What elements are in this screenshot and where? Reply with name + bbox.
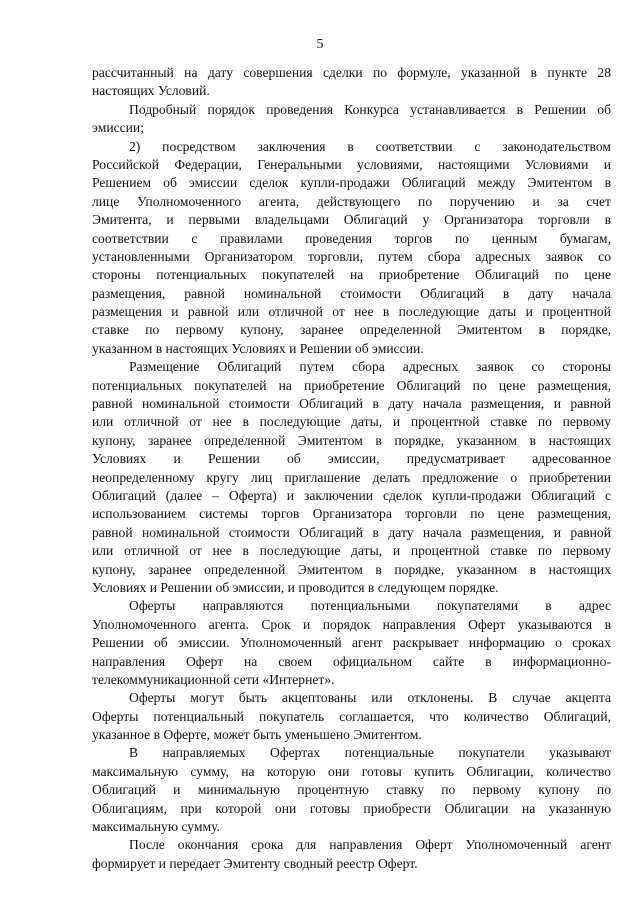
paragraph [92,358,611,597]
page-number: 5 [316,37,324,52]
text-line: размещения и равной или отличной от нее в последующие даты и процентной [92,304,611,320]
text-line: равной номинальной стоимости Облигаций в дату начала размещения, и равной [92,396,611,412]
text-line: указанном в настоящих Условиях и Решении об эмиссии. [92,340,424,356]
document-body [92,64,611,873]
paragraph [92,597,611,689]
text-line: купону, заранее определенной Эмитентом в порядке, указанном в настоящих [92,432,611,448]
text-line: формирует и передает Эмитенту сводный реестр Оферт. [92,855,418,871]
text-line: Подробный порядок проведения Конкурса устанавливается в Решении об [129,101,611,117]
text-line: максимальную сумму, на которую они готовы купить Облигации, количество [92,763,611,779]
text-line: использованием системы торгов Организатора торговли по цене размещения, [92,506,611,522]
text-line: Размещение Облигаций путем сбора адресных заявок со стороны [129,359,611,375]
text-line: Российской Федерации, Генеральными условиями, настоящими Условиями и [92,156,611,172]
text-line: равной номинальной стоимости Облигаций в дату начала размещения, и равной [92,524,611,540]
text-line: 2) посредством заключения в соответствии с законодательством [129,138,611,154]
text-line: Облигаций и минимальную процентную ставку по первому купону по [92,782,611,798]
text-line: купону, заранее определенной Эмитентом в порядке, указанном в настоящих [92,561,611,577]
text-line: Решении об эмиссии. Уполномоченный агент раскрывает информацию о сроках [92,635,611,651]
text-line: настоящих Условий. [92,83,210,99]
text-line: Условиях и Решении об эмиссии, предусматривает адресованное [92,451,611,467]
text-line: эмиссии; [92,120,144,136]
text-line: указанное в Оферте, может быть уменьшено Эмитентом. [92,727,422,743]
text-line: телекоммуникационной сети «Интернет». [92,671,335,687]
text-line: направления Оферт на своем официальном сайте в информационно- [92,653,611,669]
text-line: Эмитента, и первыми владельцами Облигаций у Организатора торговли в [92,212,611,228]
text-line: Облигациям, при которой они готовы приобрести Облигации на указанную [92,800,611,816]
text-line: или отличной от нее в последующие даты, и процентной ставке по первому [92,543,611,559]
text-line: соответствии с правилами проведения торгов по ценным бумагам, [92,230,611,246]
paragraph [92,64,611,101]
text-line: установленными Организатором торговли, путем сбора адресных заявок со [92,248,611,264]
paragraph [92,101,611,138]
text-line: максимальную сумму. [92,819,220,835]
text-line: лице Уполномоченного агента, действующего по поручению и за счет [92,193,611,209]
text-line: В направляемых Офертах потенциальные покупатели указывают [129,745,611,761]
text-line: рассчитанный на дату совершения сделки по формуле, указанной в пункте 28 [92,65,611,80]
text-line: стороны потенциальных покупателей на приобретение Облигаций по цене [92,267,611,283]
text-line: После окончания срока для направления Оферт Уполномоченный агент [129,837,611,853]
paragraph [92,138,611,359]
paragraph [92,836,611,873]
text-line: потенциальных покупателей на приобретение Облигаций по цене размещения, [92,377,611,393]
text-line: неопределенному кругу лиц приглашение делать предложение о приобретении [92,469,611,485]
text-line: Оферты направляются потенциальными покупателями в адрес [129,598,611,614]
text-line: или отличной от нее в последующие даты, и процентной ставке по первому [92,414,611,430]
text-line: Оферты потенциальный покупатель соглашается, что количество Облигаций, [92,708,611,724]
text-line: Условиях и Решении об эмиссии, и проводится в следующем порядке. [92,579,499,595]
text-line: Уполномоченного агента. Срок и порядок направления Оферт указываются в [92,616,611,632]
text-line: Облигаций (далее – Оферта) и заключении сделок купли-продажи Облигаций с [92,487,611,503]
text-line: размещения, равной номинальной стоимости Облигаций в дату начала [92,285,611,301]
text-line: Решением об эмиссии сделок купли-продажи Облигаций между Эмитентом в [92,175,611,191]
text-line: ставке по первому купону, заранее определенной Эмитентом в порядке, [92,322,611,338]
paragraph [92,744,611,836]
paragraph [92,689,611,744]
text-line: Оферты могут быть акцептованы или отклонены. В случае акцепта [129,690,611,706]
